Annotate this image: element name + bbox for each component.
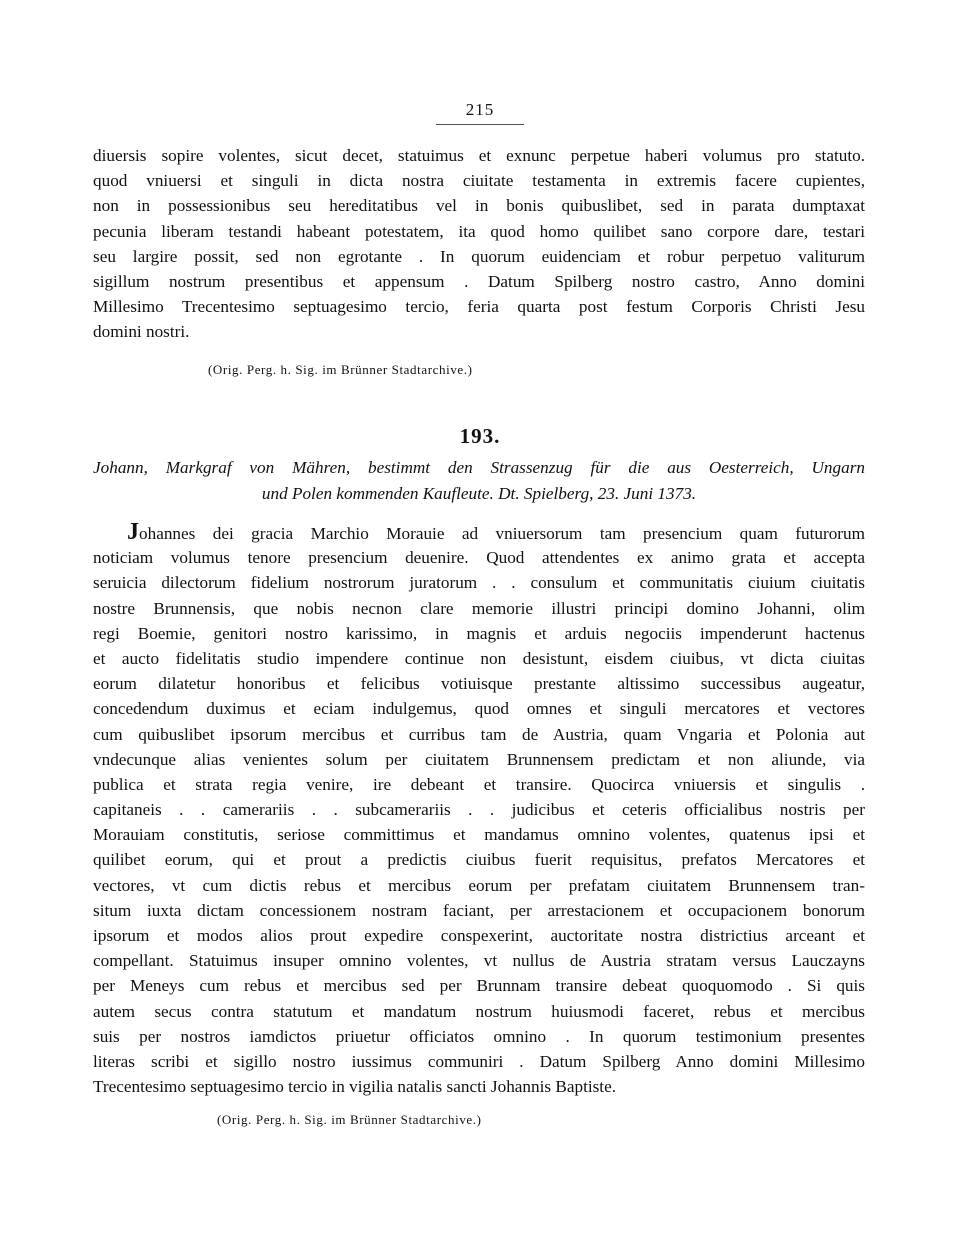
- text-line: eorum dilatetur honoribus et felicibus votiuisque prestante altissimo successibus augeatur,: [93, 674, 865, 694]
- text-line: vectores, vt cum dictis rebus et mercibus eorum per prefatam ciuitatem Brunnensem tran-: [93, 875, 865, 895]
- text-line: capitaneis . . camerariis . . subcamerariis . . judicibus et ceteris officialibus nostris per: [93, 800, 865, 820]
- text-line-first: [93, 520, 865, 545]
- first-line-text: ohannes dei gracia Marchio Morauie ad vniuersorum tam presencium quam futurorum: [139, 524, 865, 543]
- top-paragraph: [93, 143, 865, 345]
- text-line: pecunia liberam testandi habeant potestatem, ita quod homo quilibet sano corpore dare, testari: [93, 221, 865, 241]
- text-line: Trecentesimo septuagesimo tercio in vigilia natalis sancti Johannis Baptiste.: [93, 1077, 617, 1097]
- text-line: noticiam volumus tenore presencium deuenire. Quod attendentes ex animo grata et accepta: [93, 548, 865, 568]
- document-number: 193.: [459, 424, 501, 448]
- text-line: non in possessionibus seu hereditatibus vel in bonis quibuslibet, sed in parata dumptaxat: [93, 196, 865, 216]
- text-line: sigillum nostrum presentibus et appensum . Datum Spilberg nostro castro, Anno domini: [93, 271, 865, 291]
- text-line: literas scribi et sigillo nostro iussimus communiri . Datum Spilberg Anno domini Millesimo: [93, 1051, 865, 1071]
- text-line: ipsorum et modos alios prout expedire conspexerint, auctoritate nostra districtius arceant et: [93, 926, 865, 945]
- text-line: concedendum duximus et eciam indulgemus, quod omnes et singuli mercatores et vectores: [93, 699, 865, 719]
- text-line: quilibet eorum, qui et prout a predictis ciuibus fuerit requisitus, prefatos Mercatores et: [93, 850, 865, 870]
- drop-cap: J: [127, 520, 139, 545]
- text-line: situm iuxta dictam concessionem nostram faciant, per arrestacionem et occupacionem bonorum: [93, 900, 865, 920]
- text-line: Millesimo Trecentesimo septuagesimo tercio, feria quarta post festum Corporis Christi Jesu: [93, 297, 865, 317]
- source-note: (Orig. Perg. h. Sig. im Brünner Stadtarchive.): [208, 362, 473, 377]
- text-line: quod vniuersi et singuli in dicta nostra ciuitate testamenta in extremis facere cupientes,: [93, 171, 865, 191]
- text-line: Morauiam constitutis, seriose committimus et mandamus omnino volentes, quatenus ipsi et: [93, 825, 865, 845]
- page-number-rule: [436, 124, 524, 125]
- document-headline-line-1: Johann, Markgraf von Mähren, bestimmt den Strassenzug für die aus Oesterreich, Ungarn: [93, 458, 865, 477]
- text-line: diuersis sopire volentes, sicut decet, statuimus et exnunc perpetue haberi volumus pro statuto.: [93, 146, 865, 165]
- text-line: et aucto fidelitatis studio impendere continue non desistunt, eisdem ciuibus, vt dicta ciuitas: [93, 648, 865, 668]
- text-line: suis per nostros iamdictos priuetur officiatos omnino . In quorum testimonium presentes: [93, 1026, 865, 1046]
- text-line: nostre Brunnensis, que nobis necnon clare memorie illustri principi domino Johanni, olim: [93, 598, 865, 618]
- document-headline-line-2: und Polen kommenden Kaufleute. Dt. Spielberg, 23. Juni 1373.: [261, 484, 697, 503]
- text-line: vndecunque alias venientes solum per ciuitatem Brunnensem predictam et non aliunde, via: [93, 749, 865, 769]
- text-line: domini nostri.: [93, 322, 190, 342]
- document-body: [93, 520, 865, 1099]
- text-line: compellant. Statuimus insuper omnino volentes, vt nullus de Austria stratam versus Lauczayns: [93, 951, 865, 971]
- text-line: publica et strata regia venire, ire debeant et transire. Quocirca vniuersis et singulis .: [93, 774, 865, 794]
- text-line: regi Boemie, genitori nostro karissimo, in magnis et arduis negociis impenderunt hactenus: [93, 623, 865, 643]
- text-line: cum quibuslibet ipsorum mercibus et curribus tam de Austria, quam Vngaria et Polonia aut: [93, 724, 865, 744]
- text-line: per Meneys cum rebus et mercibus sed per Brunnam transire debeat quoquomodo . Si quis: [93, 976, 865, 996]
- source-note: (Orig. Perg. h. Sig. im Brünner Stadtarchive.): [217, 1112, 482, 1127]
- page-number: 215: [465, 100, 495, 119]
- text-line: autem secus contra statutum et mandatum nostrum huiusmodi faceret, rebus et mercibus: [93, 1001, 865, 1021]
- text-line: seruicia dilectorum fidelium nostrorum juratorum . . consulum et communitatis ciuium ciuitatis: [93, 573, 865, 593]
- text-line: seu largire possit, sed non egrotante . In quorum euidenciam et robur perpetuo valiturum: [93, 246, 865, 266]
